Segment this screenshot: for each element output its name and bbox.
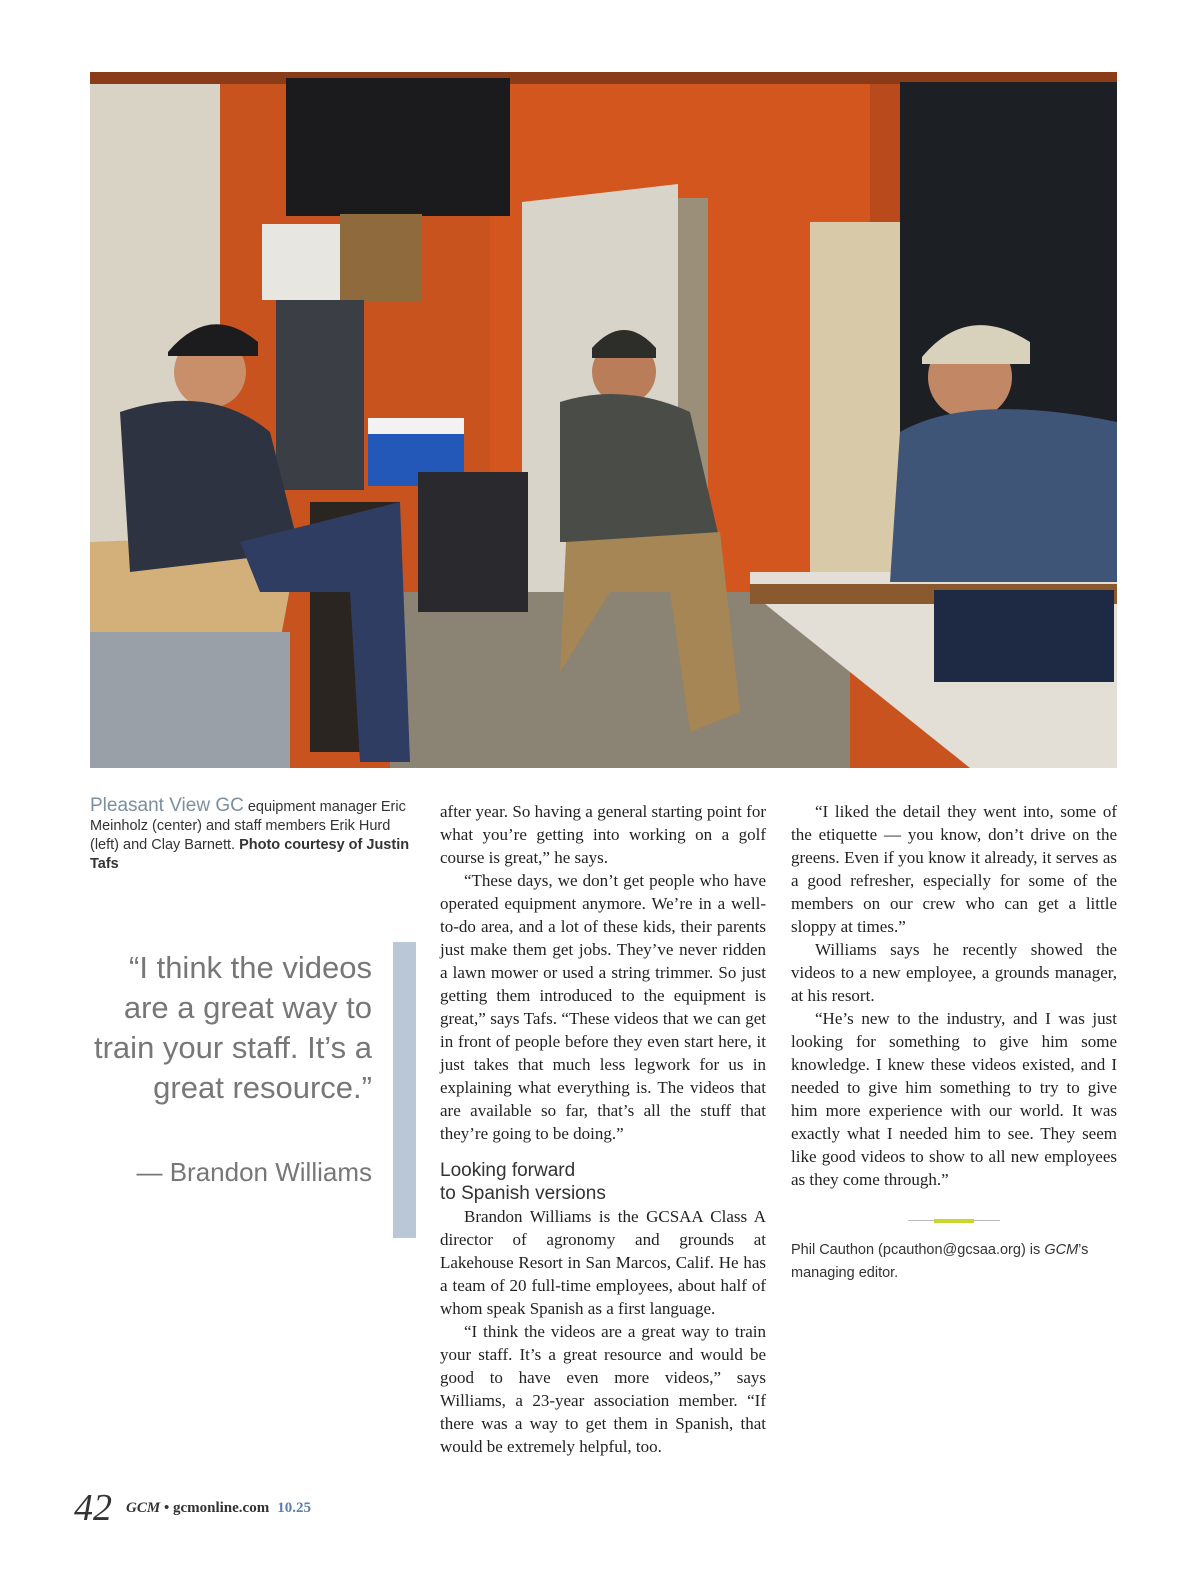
folio-magazine [126, 1500, 311, 1517]
caption-lead: Pleasant View GC [90, 795, 244, 816]
paragraph: Williams says he recently showed the videos to a new employee, a grounds manager, at his resort. [791, 940, 1117, 1005]
paragraph: “He’s new to the industry, and I was just looking for something to give him some knowledge. I knew these videos existed, and I needed to give him something to try to give him more experience with our world. It was exactly what I needed him to see. They seem like good videos to show to all new employees as they come through.” [791, 1009, 1117, 1189]
paragraph: “I liked the detail they went into, some of the etiquette — you know, don’t drive on the greens. Even if you know it already, it serves as a good refresher, especially for some of the members on our crew who can get a little sloppy at times.” [791, 802, 1117, 936]
author-bio [791, 1239, 1117, 1285]
page-number: 42 [74, 1487, 112, 1529]
paragraph: Brandon Williams is the GCSAA Class A director of agronomy and grounds at Lakehouse Resort in San Marcos, Calif. He has a team of 20 full-time employees, about half of whom speak Spanish as a first language. [440, 1207, 766, 1318]
body-column-1 [440, 800, 766, 1458]
issue-date: 10.25 [277, 1500, 311, 1516]
pull-quote: “I think the videos are a great way to train your staff. It’s a great resource.” [94, 950, 372, 1105]
photo-caption [90, 796, 420, 874]
caption-text: equipment manager Eric Meinholz (center) and staff members Erik Hurd (left) and Clay Barnett. [90, 799, 406, 853]
bio-magazine: GCM [1044, 1242, 1079, 1258]
subhead-line: Looking forward [440, 1160, 576, 1181]
paragraph: “I think the videos are a great way to train your staff. It’s a great resource and would be good to have even more videos,” says Williams, a 23-year association member. “If there was a way to get them in Spanish, that would be extremely helpful, too. [440, 1322, 766, 1456]
photo-scene [90, 72, 1117, 768]
paragraph: “These days, we don’t get people who have operated equipment anymore. We’re in a well-to-do area, and a lot of these kids, their parents just make them get jobs. They’ve never ridden a lawn mower or used a string trimmer. So just getting them introduced to the equipment is great,” says Tafs. “These videos that we can get in front of people before they even start here, it just takes that much less legwork for us in explaining what everything is. The videos that are available so far, that’s all the stuff that they’re going to be doing.” [440, 871, 766, 1143]
divider-accent [934, 1219, 974, 1223]
photo-credit: Photo courtesy of Justin Tafs [90, 837, 410, 872]
folio-separator: • [160, 1500, 173, 1516]
pull-quote-bar [393, 942, 416, 1238]
magazine-site: gcmonline.com [172, 1500, 270, 1516]
article-photo [90, 72, 1117, 768]
section-subhead [440, 1159, 766, 1205]
bio-text: Phil Cauthon (pcauthon@gcsaa.org) is [791, 1242, 1045, 1258]
bio-role: ’s managing editor. [791, 1242, 1089, 1281]
pull-quote-attribution: — Brandon Williams [136, 1157, 372, 1187]
magazine-name: GCM [126, 1500, 161, 1516]
body-column-2 [791, 800, 1117, 1285]
subhead-line: to Spanish versions [440, 1183, 606, 1204]
end-divider [908, 1217, 1000, 1225]
paragraph: after year. So having a general starting point for what you’re getting into working on a golf course is great,” he says. [440, 802, 766, 867]
